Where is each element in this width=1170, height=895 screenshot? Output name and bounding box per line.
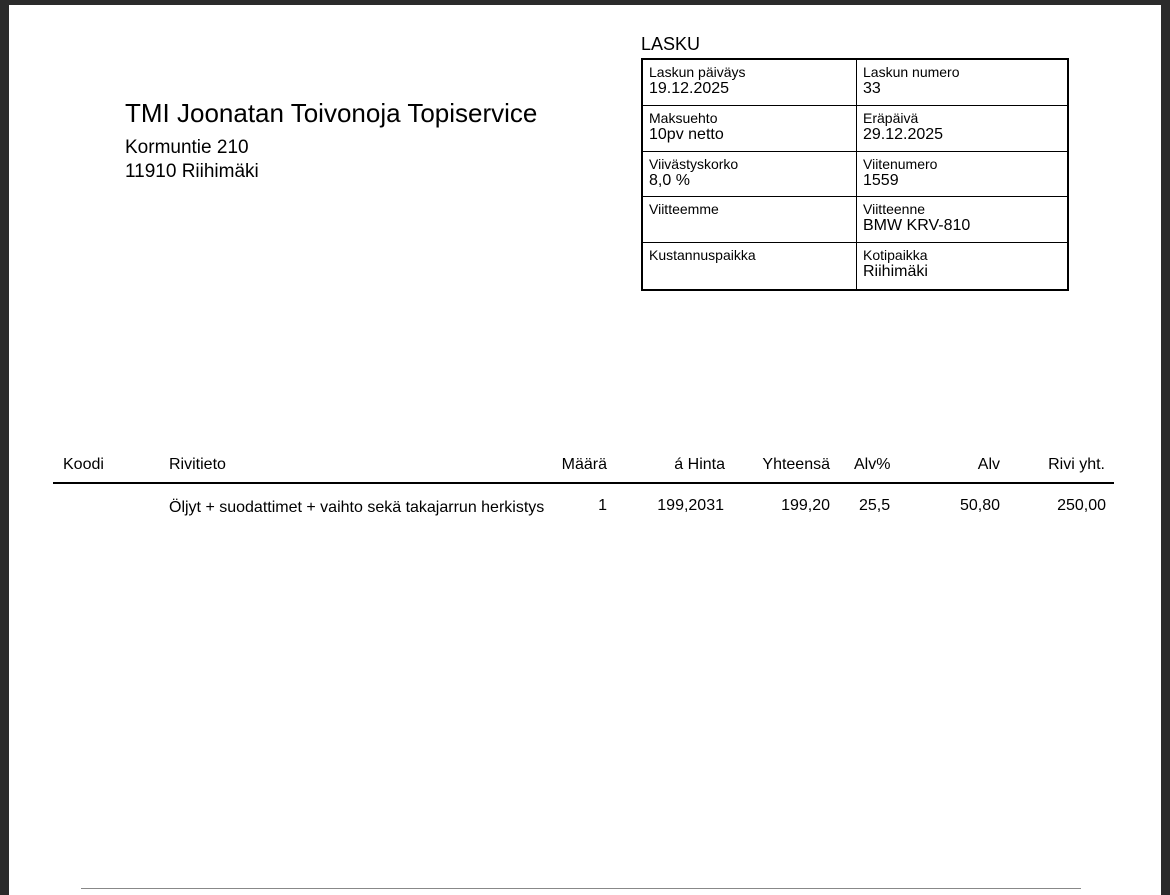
info-cell-domicile: [857, 243, 1067, 289]
cell-vat: 50,80: [959, 497, 1000, 514]
info-label: Viitenumero: [863, 155, 938, 172]
info-value: 10pv netto: [649, 125, 724, 143]
company-city: 11910 Riihimäki: [125, 161, 259, 182]
cell-subtotal: 199,20: [781, 497, 830, 514]
info-cell-reference-number: [857, 152, 1067, 198]
info-value: 29.12.2025: [863, 125, 944, 143]
info-cell-due-date: [857, 106, 1067, 152]
cell-row-total: 250,00: [1057, 497, 1106, 514]
column-header-description: Rivitieto: [169, 456, 226, 473]
column-header-unit-price: á Hinta: [674, 456, 725, 473]
cell-quantity: 1: [598, 497, 607, 514]
column-header-code: Koodi: [63, 456, 104, 473]
info-cell-late-interest: [643, 152, 857, 198]
column-header-subtotal: Yhteensä: [762, 456, 830, 473]
column-header-vat: Alv: [977, 456, 1000, 473]
info-label: Kustannuspaikka: [649, 247, 756, 264]
info-cell-our-reference: [643, 197, 857, 243]
cell-unit-price: 199,2031: [657, 497, 724, 514]
info-cell-your-reference: [857, 197, 1067, 243]
column-header-quantity: Määrä: [561, 456, 607, 473]
info-value: 1559: [863, 171, 899, 189]
info-label: Viitteenne: [863, 201, 926, 218]
info-value: 19.12.2025: [649, 80, 730, 98]
column-header-vat-percent: Alv%: [854, 456, 891, 473]
info-cell-invoice-number: [857, 60, 1067, 106]
info-value: 33: [863, 80, 881, 98]
info-value: BMW KRV-810: [863, 217, 971, 235]
info-cell-invoice-date: [643, 60, 857, 106]
info-cell-payment-terms: [643, 106, 857, 152]
info-cell-cost-center: [643, 243, 857, 289]
column-header-row-total: Rivi yht.: [1048, 456, 1105, 473]
info-label: Viivästyskorko: [649, 155, 739, 172]
table-header-rule: [53, 482, 1114, 484]
company-street: Kormuntie 210: [125, 137, 249, 158]
cell-vat-percent: 25,5: [859, 497, 891, 514]
info-value: 8,0 %: [649, 171, 690, 189]
info-label: Laskun numero: [863, 64, 960, 80]
info-value: Riihimäki: [863, 263, 928, 281]
info-label: Viitteemme: [649, 201, 719, 218]
info-label: Maksuehto: [649, 109, 718, 126]
footer-rule: [81, 888, 1081, 889]
info-label: Eräpäivä: [863, 109, 919, 126]
info-label: Kotipaikka: [863, 247, 928, 264]
invoice-page: [9, 5, 1161, 895]
company-name: TMI Joonatan Toivonoja Topiservice: [125, 98, 538, 128]
invoice-info-grid: [641, 58, 1069, 291]
cell-description: Öljyt + suodattimet + vaihto sekä takajarrun herkistys: [169, 499, 545, 516]
invoice-title: LASKU: [641, 34, 701, 54]
info-label: Laskun päiväys: [649, 64, 746, 80]
